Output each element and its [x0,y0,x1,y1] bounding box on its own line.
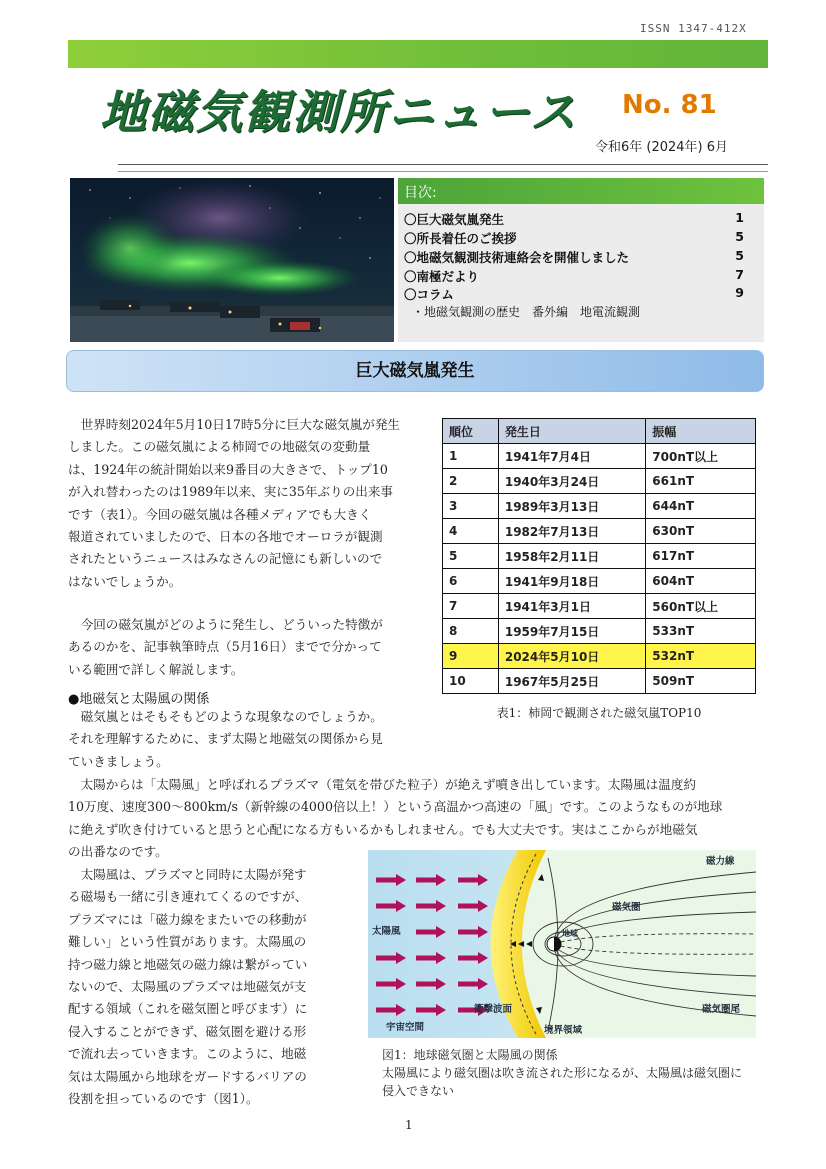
table-row [443,619,756,644]
text-line: しました。この磁気嵐による柿岡での地磁気の変動量 [68,439,371,455]
article-paragraph-3 [68,706,420,773]
table-cell: 9 [443,644,499,669]
issn-number: ISSN 1347-412X [640,22,747,35]
text-line: 侵入することができず、磁気圏を避ける形 [68,1023,307,1039]
header-rule-thin [118,171,768,172]
table-row [443,544,756,569]
table-cell: 644nT [646,494,756,519]
label-magnetotail: 磁気圏尾 [702,1004,741,1015]
toc-item-label: 〇コラム [404,287,454,302]
table-cell: 1982年7月13日 [498,519,645,544]
table-cell: 4 [443,519,499,544]
toc-item-page: 9 [735,285,744,300]
table-row [443,494,756,519]
header-rule [118,164,768,165]
magnetosphere-diagram [368,850,756,1038]
table-row [443,569,756,594]
text-line: の出番なのです。 [68,844,168,860]
table-cell: 1959年7月15日 [498,619,645,644]
toc-item-page: 5 [735,248,744,263]
toc-item-page: 1 [735,210,744,225]
table-header-row [443,419,756,444]
table-cell: 1967年5月25日 [498,669,645,694]
toc-item[interactable] [404,267,744,285]
text-line: に絶えず吹き付けていると思うと心配になる方もいるかもしれません。でも大丈夫です。実はここからが地磁気 [68,821,698,837]
table-cell: 1940年3月24日 [498,469,645,494]
text-line: はないでしょうか。 [68,573,182,589]
table-cell: 5 [443,544,499,569]
text-line: されたというニュースはみなさんの記憶にも新しいので [68,551,383,567]
table-cell: 6 [443,569,499,594]
table-row [443,444,756,469]
toc-sub-item[interactable]: ・地磁気観測の歴史 番外編 地電流観測 [412,305,641,319]
text-line: あるのかを、記事執筆時点（5月16日）までで分かって [68,639,382,655]
toc-item-label: 〇巨大磁気嵐発生 [404,212,505,227]
label-boundary-region: 境界領域 [544,1025,583,1036]
table-row [443,469,756,494]
toc-item[interactable] [404,248,744,266]
text-line: 太陽風は、プラズマと同時に太陽が発す [68,867,307,882]
header-green-bar [68,40,768,68]
aurora-photo-graphic [70,178,394,342]
page-number: 1 [405,1118,413,1132]
table-cell: 10 [443,669,499,694]
table-cell: 7 [443,594,499,619]
toc-heading: 目次: [398,178,764,204]
toc-item-page: 5 [735,229,744,244]
issue-date: 令和6年 (2024年) 6月 [595,140,729,155]
toc-item-page: 7 [735,267,744,282]
text-line: です（表1）。今回の磁気嵐は各種メディアでも大きく [68,506,372,522]
article-paragraph-2 [68,614,416,681]
issue-number: No. 81 [622,90,717,120]
toc-item-label: 〇地磁気観測技術連絡会を開催しました [404,250,630,265]
text-line: が入れ替わったのは1989年以来、実に35年ぶりの出来事 [68,484,394,500]
article-intro [68,414,416,593]
table-cell: 604nT [646,569,756,594]
table-cell: 1941年3月1日 [498,594,645,619]
text-line: 太陽からは「太陽風」と呼ばれるプラズマ（電気を帯びた粒子）が絶えず噴き出しています。太陽風は温度約 [68,777,697,792]
label-field-lines: 磁力線 [706,856,735,867]
storm-ranking-table [442,418,756,694]
text-line: 持つ磁力線と地磁気の磁力線は繋がってい [68,956,308,972]
table-row [443,594,756,619]
table-header-cell: 順位 [443,419,499,444]
table-cell: 8 [443,619,499,644]
text-line: は、1924年の統計開始以来9番目の大きさで、トップ10 [68,461,388,477]
table-cell: 2 [443,469,499,494]
text-line: 気は太陽風から地球をガードするバリアの [68,1068,307,1084]
label-bow-shock: 衝撃波面 [474,1004,513,1015]
aurora-photo [70,178,394,342]
label-space: 宇宙空間 [386,1022,425,1033]
text-line: 役割を担っているのです（図1）。 [68,1091,259,1107]
table-cell: 509nT [646,669,756,694]
table-row-highlighted [443,644,756,669]
table-of-contents [398,178,764,342]
table-header-cell: 発生日 [498,419,645,444]
toc-item[interactable] [404,229,744,247]
table-header-cell: 振幅 [646,419,756,444]
magnetosphere-figure [368,850,756,1038]
text-line: 難しい」という性質があります。太陽風の [68,934,307,950]
table-cell: 560nT以上 [646,594,756,619]
text-line: それを理解するために、まず太陽と地磁気の関係から見 [68,731,383,747]
table-cell: 700nT以上 [646,444,756,469]
label-solar-wind: 太陽風 [372,926,401,937]
toc-item-label: 〇所長着任のご挨拶 [404,231,517,246]
text-line: で流れ去っていきます。このように、地磁 [68,1046,307,1062]
figure-caption-description: 太陽風により磁気圏は吹き流された形になるが、太陽風は磁気圏に侵入できない [382,1066,743,1098]
table-cell: 1 [443,444,499,469]
table-cell: 617nT [646,544,756,569]
text-line: プラズマには「磁力線をまたいでの移動が [68,911,307,927]
table-cell: 630nT [646,519,756,544]
table-cell: 1958年2月11日 [498,544,645,569]
text-line: いる範囲で詳しく解説します。 [68,661,244,677]
newsletter-title: 地磁気観測所ニュース [100,85,578,139]
article-paragraph-5 [68,864,360,1110]
toc-item-label: 〇南極だより [404,269,480,284]
label-earth: 地球 [562,929,578,938]
table-cell: 661nT [646,469,756,494]
toc-item[interactable] [404,210,744,228]
section-banner-title: 巨大磁気嵐発生 [355,361,475,381]
table-row [443,669,756,694]
toc-item[interactable] [404,285,744,303]
table-cell: 3 [443,494,499,519]
text-line: 報道されていましたので、日本の各地でオーロラが観測 [68,529,383,545]
text-line: ないので、太陽風のプラズマは地磁気が支 [68,979,307,995]
table-cell: 1989年3月13日 [498,494,645,519]
text-line: ていきましょう。 [68,753,169,769]
subsection-heading: ●地磁気と太陽風の関係 [68,692,210,707]
text-line: 10万度、速度300～800km/s（新幹線の4000倍以上！）という高温かつ高速の「風」です。このようなものが地球 [68,799,723,815]
table-cell: 1941年7月4日 [498,444,645,469]
figure-caption-title: 図1：地球磁気圏と太陽風の関係 [382,1048,558,1062]
table-cell: 2024年5月10日 [498,644,645,669]
text-line: る磁場も一緒に引き連れてくるのですが、 [68,889,308,905]
table-cell: 532nT [646,644,756,669]
text-line: 磁気嵐とはそもそもどのような現象なのでしょうか。 [68,709,383,724]
table-caption: 表1：柿岡で観測された磁気嵐TOP10 [496,706,702,720]
text-line: 配する領域（これを磁気圏と呼びます）に [68,1001,308,1017]
table-cell: 1941年9月18日 [498,569,645,594]
table-row [443,519,756,544]
text-line: 今回の磁気嵐がどのように発生し、どういった特徴が [68,617,383,632]
table-cell: 533nT [646,619,756,644]
label-magnetosphere: 磁気圏 [612,902,641,913]
text-line: 世界時刻2024年5月10日17時5分に巨大な磁気嵐が発生 [68,417,401,432]
